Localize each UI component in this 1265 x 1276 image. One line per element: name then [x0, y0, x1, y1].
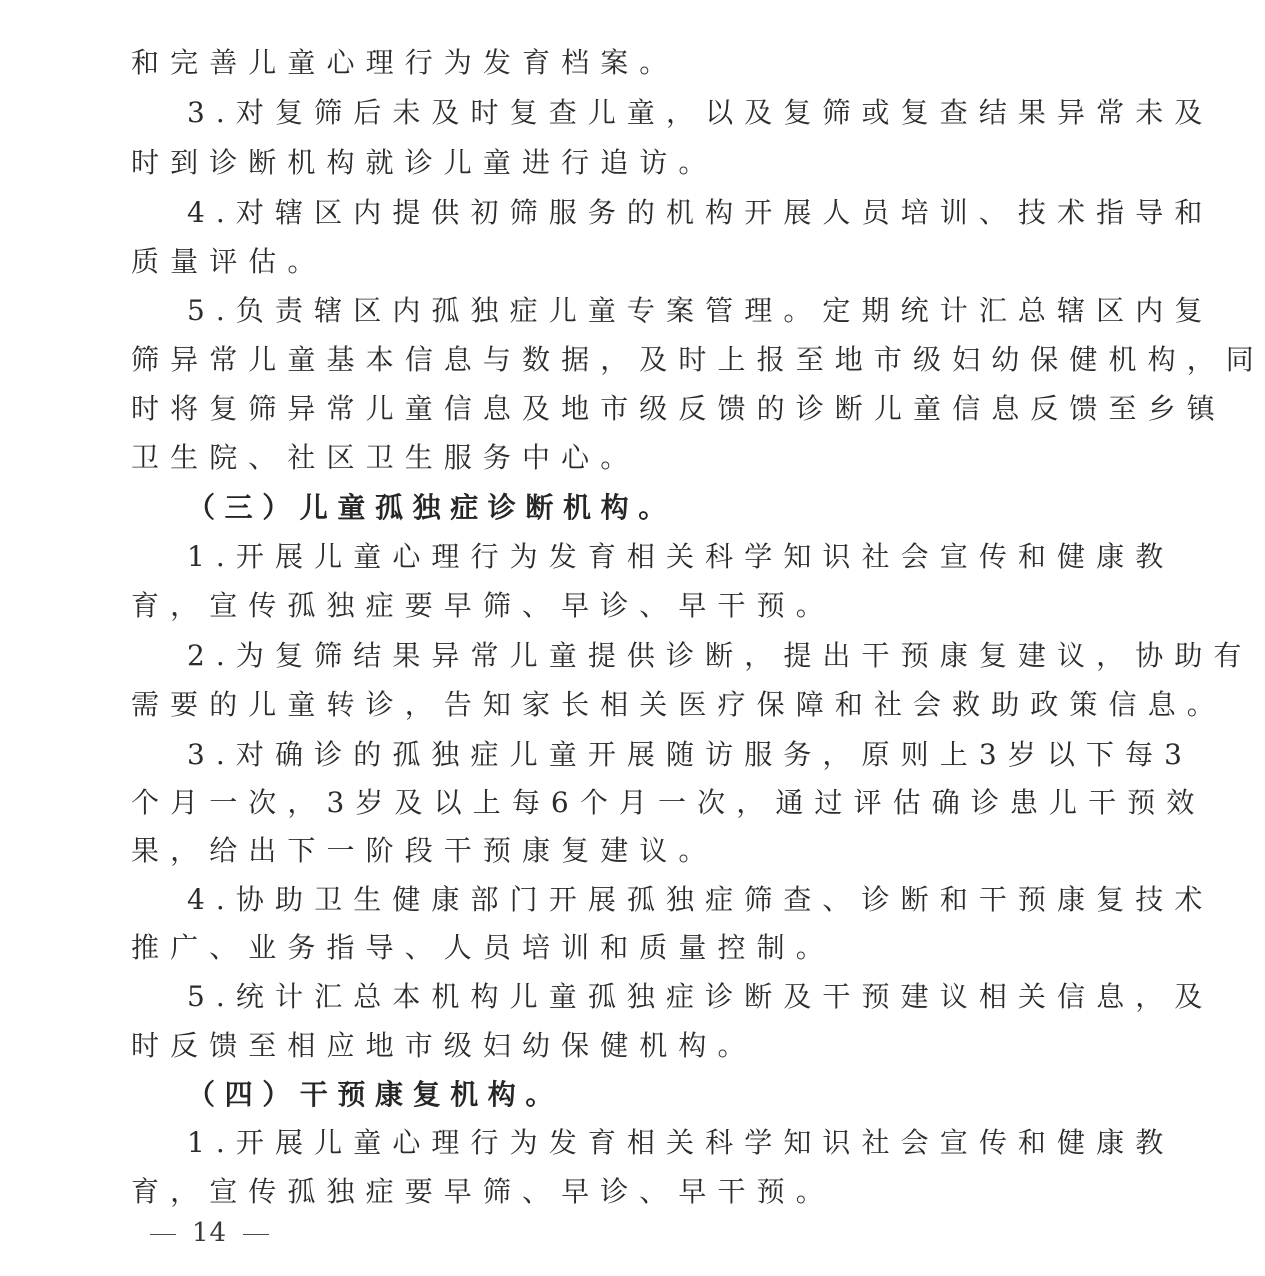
text-line: 2.为复筛结果异常儿童提供诊断，提出干预康复建议，协助有: [187, 639, 1253, 672]
text-line: 需要的儿童转诊，告知家长相关医疗保障和社会救助政策信息。: [131, 688, 1226, 721]
text-line: 育，宣传孤独症要早筛、早诊、早干预。: [131, 589, 835, 622]
text-line: 育，宣传孤独症要早筛、早诊、早干预。: [131, 1175, 835, 1208]
text-line: 3.对确诊的孤独症儿童开展随访服务，原则上3岁以下每3: [187, 738, 1194, 771]
page-footer: [150, 1218, 269, 1248]
text-line: 时将复筛异常儿童信息及地市级反馈的诊断儿童信息反馈至乡镇: [131, 392, 1226, 425]
text-line: 卫生院、社区卫生服务中心。: [131, 441, 640, 474]
footer-dash-right: [243, 1234, 269, 1235]
text-line: 4.对辖区内提供初筛服务的机构开展人员培训、技术指导和: [187, 196, 1214, 229]
text-line: 3.对复筛后未及时复查儿童，以及复筛或复查结果异常未及: [187, 96, 1214, 129]
page-number: 14: [192, 1218, 228, 1248]
text-line: 5.统计汇总本机构儿童孤独症诊断及干预建议相关信息，及: [187, 980, 1214, 1013]
text-line: 时到诊断机构就诊儿童进行追访。: [131, 146, 718, 179]
text-line: 质量评估。: [131, 245, 327, 278]
section-heading: （四）干预康复机构。: [187, 1078, 564, 1111]
text-line: 个月一次，3岁及以上每6个月一次，通过评估确诊患儿干预效: [131, 786, 1206, 819]
footer-dash-left: [150, 1234, 176, 1235]
text-line: 1.开展儿童心理行为发育相关科学知识社会宣传和健康教: [187, 1126, 1175, 1159]
text-line: 时反馈至相应地市级妇幼保健机构。: [131, 1029, 757, 1062]
text-line: 筛异常儿童基本信息与数据，及时上报至地市级妇幼保健机构，同: [131, 343, 1265, 376]
text-line: 1.开展儿童心理行为发育相关科学知识社会宣传和健康教: [187, 540, 1175, 573]
section-heading: （三）儿童孤独症诊断机构。: [187, 491, 676, 524]
text-line: 和完善儿童心理行为发育档案。: [131, 46, 679, 79]
text-line: 果，给出下一阶段干预康复建议。: [131, 834, 718, 867]
text-line: 推广、业务指导、人员培训和质量控制。: [131, 931, 835, 964]
text-line: 5.负责辖区内孤独症儿童专案管理。定期统计汇总辖区内复: [187, 294, 1214, 327]
text-line: 4.协助卫生健康部门开展孤独症筛查、诊断和干预康复技术: [187, 883, 1214, 916]
